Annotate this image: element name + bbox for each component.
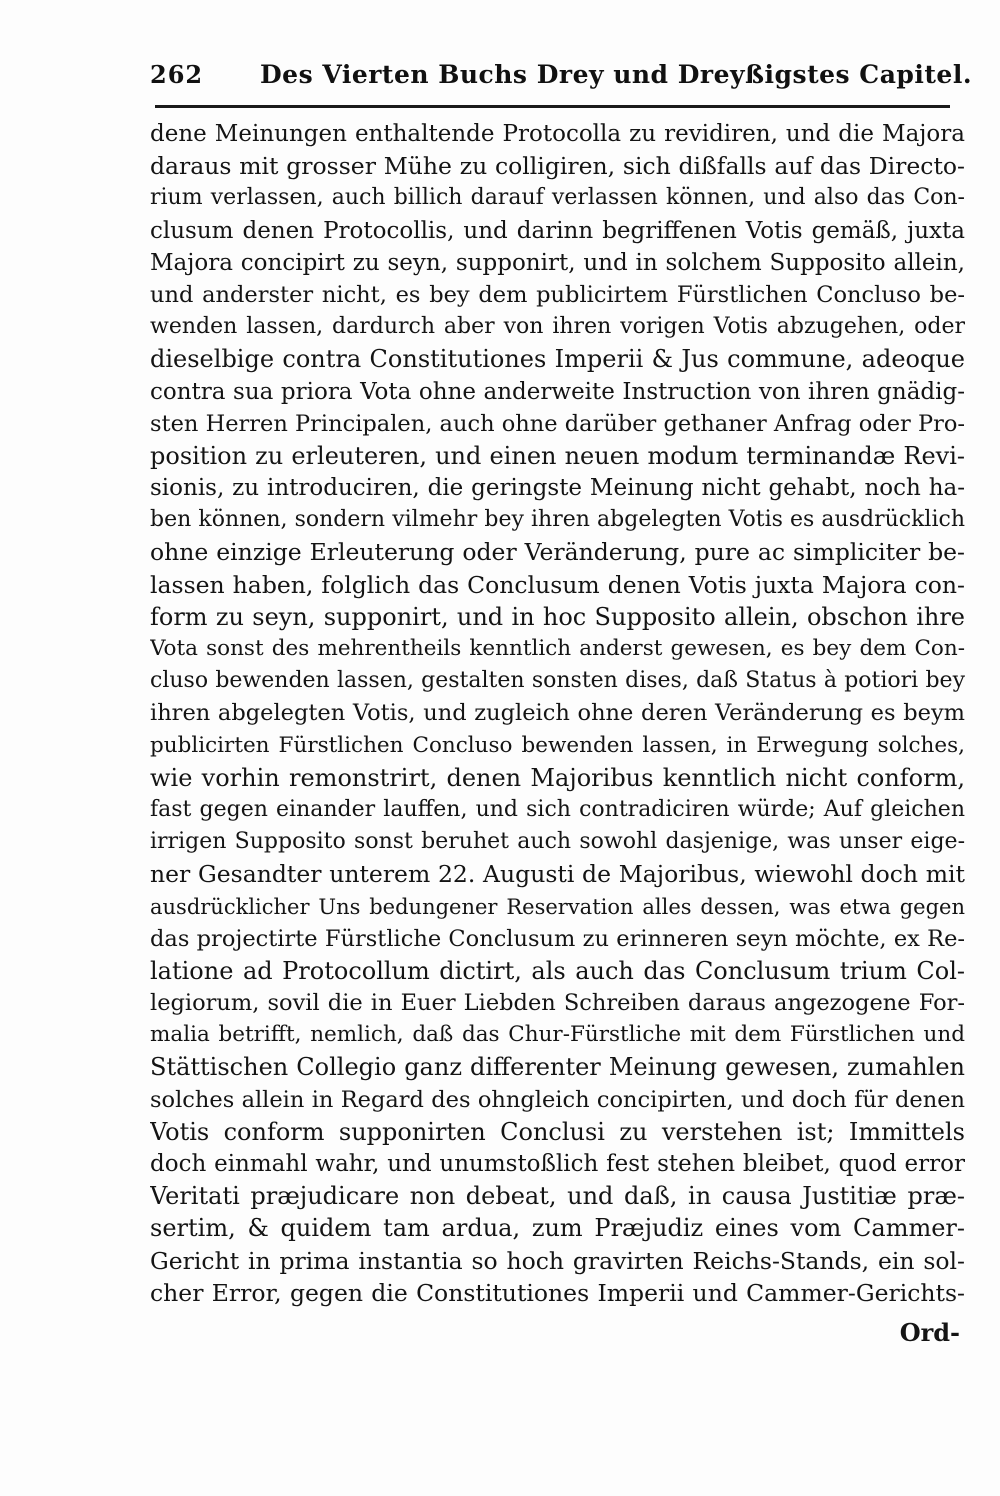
text-line: ner Gesandter unterem 22. Augusti de Majoribus, wiewohl doch mit xyxy=(150,860,965,889)
text-line: das projectirte Fürstliche Conclusum zu erinneren seyn möchte, ex Re- xyxy=(150,925,965,952)
text-line: sionis, zu introduciren, die geringste Meinung nicht gehabt, noch ha- xyxy=(150,475,965,502)
text-line: cher Error, gegen die Constitutiones Imperii und Cammer-Gerichts- xyxy=(150,1278,965,1307)
text-line: rium verlassen, auch billich darauf verlassen können, und also das Con- xyxy=(150,185,965,211)
text-line: Votis conform supponirten Conclusi zu verstehen ist; Immittels xyxy=(150,1117,965,1146)
text-line: sertim, & quidem tam ardua, zum Præjudiz eines vom Cammer- xyxy=(150,1214,965,1243)
text-line: Gericht in prima instantia so hoch gravirten Reichs-Stands, ein sol- xyxy=(150,1246,965,1275)
text-line: Veritati præjudicare non debeat, und daß, in causa Justitiæ præ- xyxy=(150,1182,965,1211)
body-text xyxy=(150,118,965,1309)
text-line: sten Herren Principalen, auch ohne darüber gethaner Anfrag oder Pro- xyxy=(150,410,965,437)
text-line: ben können, sondern vilmehr bey ihren abgelegten Votis es ausdrücklich xyxy=(150,507,965,533)
text-line: Vota sonst des mehrentheils kenntlich anderst gewesen, es bey dem Con- xyxy=(150,636,965,661)
text-line: position zu erleuteren, und einen neuen modum terminandæ Revi- xyxy=(150,441,965,470)
text-line: malia betrifft, nemlich, daß das Chur-Fürstliche mit dem Fürstlichen und xyxy=(150,1022,965,1048)
text-line: wie vorhin remonstrirt, denen Majoribus kenntlich nicht conform, xyxy=(150,763,965,792)
header-rule xyxy=(155,105,950,108)
catchword: Ord- xyxy=(899,1318,960,1347)
text-line: ohne einzige Erleuterung oder Veränderung, pure ac simpliciter be- xyxy=(150,538,965,567)
page-number: 262 xyxy=(150,60,204,89)
text-line: irrigen Supposito sonst beruhet auch sowohl dasjenige, was unser eige- xyxy=(150,829,965,855)
text-line: daraus mit grosser Mühe zu colligiren, sich dißfalls auf das Directo- xyxy=(150,152,965,181)
text-line: wenden lassen, dardurch aber von ihren vorigen Votis abzugehen, oder xyxy=(150,314,965,340)
text-line: solches allein in Regard des ohngleich concipirten, und doch für denen xyxy=(150,1086,965,1113)
running-head: Des Vierten Buchs Drey und Dreyßigstes Capitel. xyxy=(260,60,973,89)
text-line: legiorum, sovil die in Euer Liebden Schreiben daraus angezogene For- xyxy=(150,990,965,1017)
text-line: clusum denen Protocollis, und darinn begriffenen Votis gemäß, juxta xyxy=(150,217,965,244)
text-line: Majora concipirt zu seyn, supponirt, und in solchem Supposito allein, xyxy=(150,249,965,276)
text-line: dieselbige contra Constitutiones Imperii & Jus commune, adeoque xyxy=(150,345,965,374)
text-line: fast gegen einander lauffen, und sich contradiciren würde; Auf gleichen xyxy=(150,796,965,822)
text-line: und anderster nicht, es bey dem publicirtem Fürstlichen Concluso be- xyxy=(150,281,965,308)
text-line: dene Meinungen enthaltende Protocolla zu revidiren, und die Majora xyxy=(150,121,965,147)
text-line: latione ad Protocollum dictirt, als auch das Conclusum trium Col- xyxy=(150,956,965,985)
text-line: lassen haben, folglich das Conclusum denen Votis juxta Majora con- xyxy=(150,570,965,599)
text-line: Stättischen Collegio ganz differenter Meinung gewesen, zumahlen xyxy=(150,1053,965,1082)
page-header xyxy=(150,60,973,100)
text-line: cluso bewenden lassen, gestalten sonsten dises, daß Status à potiori bey xyxy=(150,668,965,694)
text-line: ausdrücklicher Uns bedungener Reservation alles dessen, was etwa gegen xyxy=(150,894,965,919)
text-line: form zu seyn, supponirt, und in hoc Supposito allein, obschon ihre xyxy=(150,602,965,631)
text-line: publicirten Fürstlichen Concluso bewenden lassen, in Erwegung solches, xyxy=(150,732,965,758)
text-line: ihren abgelegten Votis, und zugleich ohne deren Veränderung es beym xyxy=(150,700,965,727)
text-line: doch einmahl wahr, und unumstoßlich fest stehen bleibet, quod error xyxy=(150,1151,965,1177)
text-line: contra sua priora Vota ohne anderweite Instruction von ihren gnädig- xyxy=(150,378,965,405)
